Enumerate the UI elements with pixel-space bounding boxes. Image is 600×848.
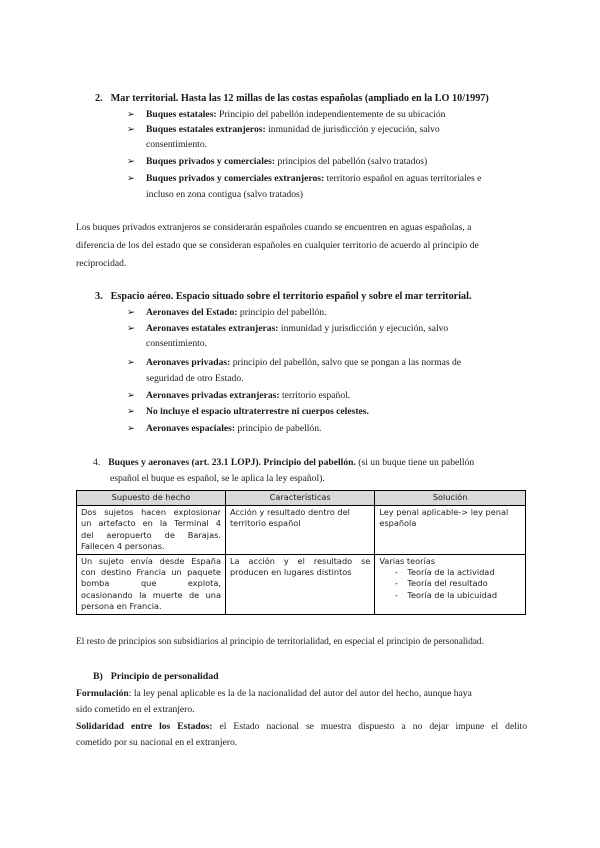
cell-line: Fallecen 4 personas.	[81, 541, 165, 552]
list-item: - Teoría de la ubicuidad	[385, 590, 521, 601]
table-header-row	[77, 491, 526, 506]
bullet-continuation: seguridad de otro Estado.	[146, 373, 244, 384]
table-cell	[375, 554, 526, 614]
cell-line: con destino Francia un paquete	[81, 567, 221, 578]
arrow-bullet-icon: ➢	[127, 406, 136, 417]
solidaridad-line: Solidaridad entre los Estados: el Estado nacional se muestra dispuesto a no dejar impune el delito	[76, 721, 527, 732]
paragraph-line: cometido por su nacional en el extranjero.	[76, 737, 238, 748]
paragraph-line: sido cometido en el extranjero.	[76, 704, 195, 715]
cell-line: del aeropuerto de Barajas.	[81, 529, 221, 540]
section-2-heading: 2. Mar territorial. Hasta las 12 millas de las costas españolas (ampliado en la LO 10/1997)	[95, 93, 489, 104]
dash-bullet-icon: -	[394, 589, 398, 600]
cell-line: producen en lugares distintos	[229, 567, 352, 578]
section-b-heading: B) Principio de personalidad	[93, 671, 219, 682]
dash-bullet-icon: -	[394, 567, 398, 578]
formulacion-line: Formulación: la ley penal aplicable es la de la nacionalidad del autor del autor del hecho, aunque haya	[76, 688, 472, 699]
arrow-bullet-icon: ➢	[127, 390, 136, 401]
arrow-bullet-icon: ➢	[127, 173, 136, 184]
table-cell	[77, 506, 226, 555]
cell-line: La acción y el resultado se	[229, 555, 371, 566]
bullet-item: ➢ Buques estatales: Principio del pabellón independientemente de su ubicación	[127, 108, 445, 122]
table-cell	[225, 554, 374, 614]
paragraph-line: diferencia de los del estado que se consideran españoles en cualquier territorio de acuerdo al principio de	[76, 240, 479, 251]
jurisdiction-table	[76, 490, 526, 615]
cell-line: territorio español	[229, 518, 301, 529]
arrow-bullet-icon: ➢	[127, 307, 136, 318]
arrow-bullet-icon: ➢	[127, 156, 136, 167]
theories-list	[379, 567, 521, 601]
list-item: - Teoría de la actividad	[385, 567, 521, 578]
column-header: Supuesto de hecho	[77, 491, 226, 506]
bullet-item: ➢ Buques estatales extranjeros: inmunidad de jurisdicción y ejecución, salvo	[127, 123, 525, 137]
cell-line: Un sujeto envía desde España	[81, 555, 221, 566]
dash-bullet-icon: -	[394, 578, 398, 589]
arrow-bullet-icon: ➢	[127, 124, 136, 135]
bullet-item: ➢ Aeronaves del Estado: principio del pabellón.	[127, 306, 327, 320]
bullet-item: ➢ Buques privados y comerciales extranjeros: territorio español en aguas territoriales e	[127, 172, 481, 186]
paragraph-line: El resto de principios son subsidiarios al principio de territorialidad, en especial el principio de personalidad.	[76, 637, 484, 647]
section-3-heading: 3. Espacio aéreo. Espacio situado sobre el territorio español y sobre el mar territorial.	[95, 291, 472, 302]
table-cell	[225, 506, 374, 555]
cell-line: Ley penal aplicable-> ley penal	[379, 507, 509, 517]
bullet-continuation: incluso en zona contigua (salvo tratados)	[146, 189, 303, 200]
arrow-bullet-icon: ➢	[127, 423, 136, 434]
arrow-bullet-icon: ➢	[127, 109, 136, 120]
cell-line: un artefacto en la Terminal 4	[81, 518, 221, 529]
cell-line: bomba que explota,	[81, 578, 221, 589]
column-header: Solución	[375, 491, 526, 506]
table-cell	[375, 506, 526, 555]
arrow-bullet-icon: ➢	[127, 323, 136, 334]
cell-line: Acción y resultado dentro del	[229, 507, 350, 517]
bullet-item: ➢ Aeronaves estatales extranjeras: inmunidad y jurisdicción y ejecución, salvo	[127, 322, 448, 336]
table-row	[77, 506, 526, 555]
cell-line: Varias teorías	[379, 555, 436, 566]
section-4-line: español el buque es español, se le aplica la ley español).	[110, 473, 325, 484]
paragraph-line: Los buques privados extranjeros se considerarán españoles cuando se encuentren en aguas españolas, a	[76, 222, 472, 233]
bullet-item: ➢ Aeronaves privadas extranjeras: territorio español.	[127, 389, 350, 403]
column-header: Características	[225, 491, 374, 506]
bullet-item: ➢ Aeronaves privadas: principio del pabellón, salvo que se pongan a las normas de	[127, 356, 461, 370]
cell-line: ocasionando la muerte de una	[81, 589, 221, 600]
table-row	[77, 554, 526, 614]
list-item: - Teoría del resultado	[385, 578, 521, 589]
cell-line: persona en Francia.	[81, 601, 162, 612]
bullet-item: ➢ Buques privados y comerciales: principios del pabellón (salvo tratados)	[127, 155, 427, 169]
section-4-heading: 4. Buques y aeronaves (art. 23.1 LOPJ). Principio del pabellón. (si un buque tiene un pabellón	[93, 457, 475, 468]
bullet-continuation: consentimiento.	[146, 139, 208, 150]
bullet-continuation: consentimiento.	[146, 338, 208, 349]
cell-line: Dos sujetos hacen explosionar	[81, 507, 221, 517]
table-cell	[77, 554, 226, 614]
bullet-item: ➢ Aeronaves espaciales: principio de pabellón.	[127, 422, 321, 436]
arrow-bullet-icon: ➢	[127, 357, 136, 368]
bullet-item: ➢ No incluye el espacio ultraterrestre ni cuerpos celestes.	[127, 405, 369, 419]
cell-line: española	[379, 518, 417, 529]
paragraph-line: reciprocidad.	[76, 258, 127, 269]
